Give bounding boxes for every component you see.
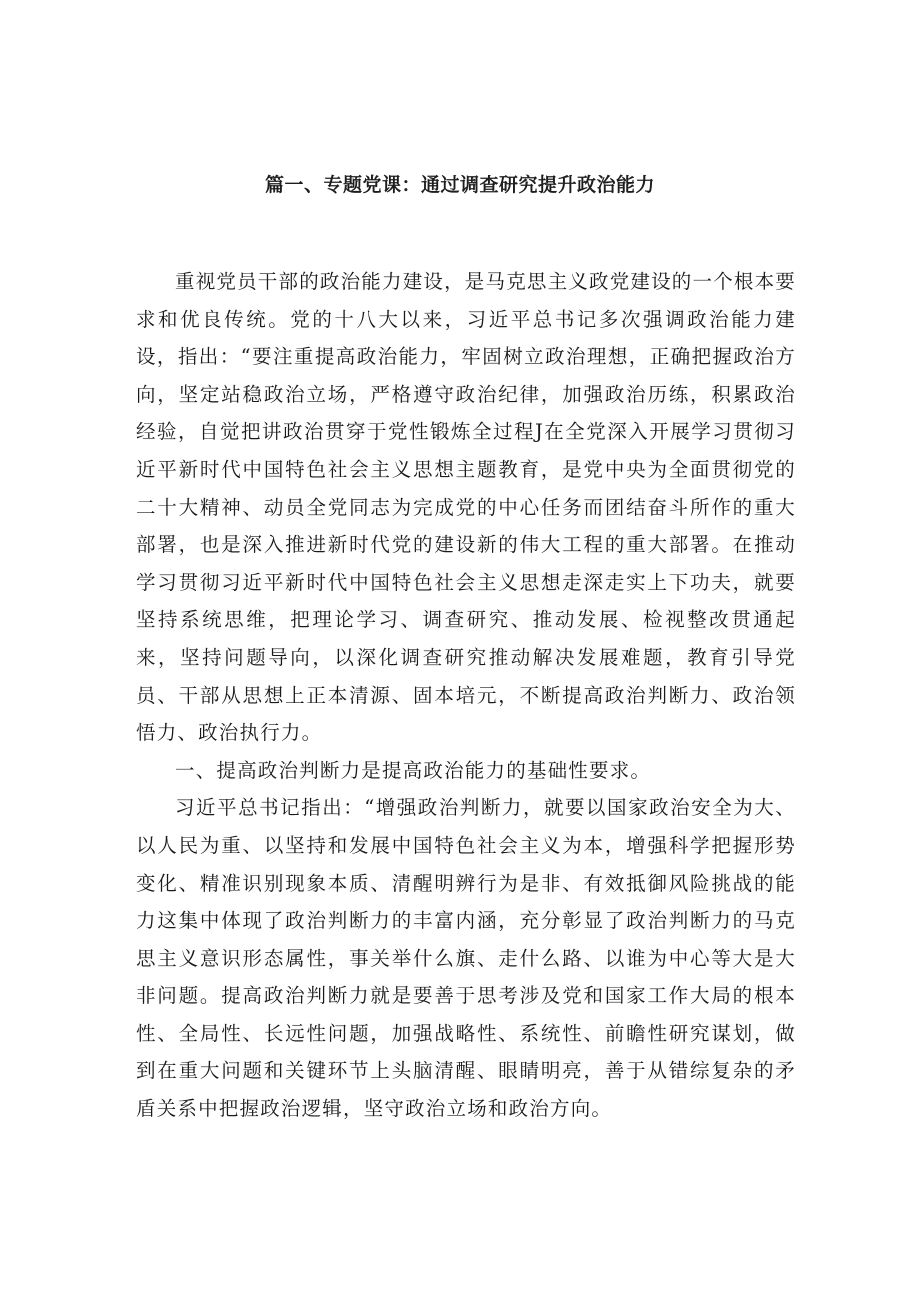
paragraph-political-judgment: 习近平总书记指出：“增强政治判断力，就要以国家政治安全为大、以人民为重、以坚持和发展中国特色社会主义为本，增强科学把握形势变化、精准识别现象本质、清醒明辨行为是非、有效抵御风险挑战的能力这集中体现了政治判断力的丰富内涵，充分彰显了政治判断力的马克思主义意识形态属性，事关举什么旗、走什么路、以谁为中心等大是大非问题。提高政治判断力就是要善于思考涉及党和国家工作大局的根本性、全局性、长远性问题，加强战略性、系统性、前瞻性研究谋划，做到在重大问题和关键环节上头脑清醒、眼睛明亮，善于从错综复杂的矛盾关系中把握政治逻辑，坚守政治立场和政治方向。 [136, 796, 796, 1121]
paragraph-intro: 重视党员干部的政治能力建设，是马克思主义政党建设的一个根本要求和优良传统。党的十八大以来，习近平总书记多次强调政治能力建设，指出：“要注重提高政治能力，牢固树立政治理想，正确把握政治方向，坚定站稳政治立场，严格遵守政治纪律，加强政治历练，积累政治经验，自觉把讲政治贯穿于党性锻炼全过程J在全党深入开展学习贯彻习近平新时代中国特色社会主义思想主题教育，是党中央为全面贯彻党的二十大精神、动员全党同志为完成党的中心任务而团结奋斗所作的重大部署，也是深入推进新时代党的建设新的伟大工程的重大部署。在推动学习贯彻习近平新时代中国特色社会主义思想走深走实上下功夫，就要坚持系统思维，把理论学习、调查研究、推动发展、检视整改贯通起来，坚持问题导向，以深化调查研究推动解决发展难题，教育引导党员、干部从思想上正本清源、固本培元，不断提高政治判断力、政治领悟力、政治执行力。 [136, 270, 797, 745]
paragraph-section-heading: 一、提高政治判断力是提高政治能力的基础性要求。 [175, 758, 652, 782]
document-title: 篇一、专题党课：通过调查研究提升政治能力 [264, 174, 655, 196]
document-body [136, 263, 796, 1128]
